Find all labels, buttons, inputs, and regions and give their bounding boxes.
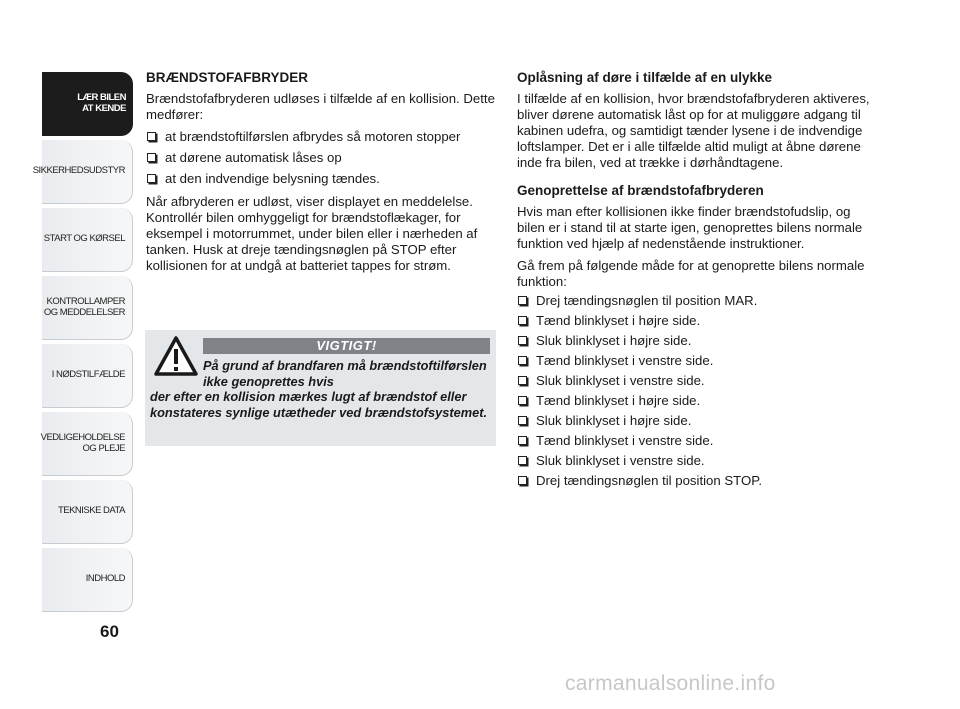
checkbox-bullet-icon <box>518 436 527 445</box>
checkbox-bullet-icon <box>518 316 527 325</box>
list-item: Sluk blinklyset i venstre side. <box>517 373 877 389</box>
tab-vedligeholdelse[interactable]: VEDLIGEHOLDELSE OG PLEJE <box>42 412 133 476</box>
warning-banner: VIGTIGT! <box>203 338 490 354</box>
restore-steps-list <box>517 293 877 489</box>
warning-text: På grund af brandfaren må brændstoftilførslen ikke genoprettes hvis der efter en kollision mærkes lugt af brændstof eller konstateres synlige utætheder ved brændstofsystemet. <box>150 358 488 420</box>
section-heading-genoprettelse: Genoprettelse af brændstofafbryderen <box>517 183 764 198</box>
checkbox-bullet-icon <box>518 476 527 485</box>
checkbox-bullet-icon <box>518 416 527 425</box>
checkbox-bullet-icon <box>518 296 527 305</box>
list-item: at den indvendige belysning tændes. <box>146 171 496 187</box>
tab-start-og-korsel[interactable]: START OG KØRSEL <box>42 208 133 272</box>
tab-laer-bilen-at-kende[interactable]: LÆR BILEN AT KENDE <box>42 72 133 136</box>
list-item: at brændstoftilførslen afbrydes så motoren stopper <box>146 129 496 145</box>
list-item: Tænd blinklyset i højre side. <box>517 393 877 409</box>
right-column <box>517 70 877 496</box>
checkbox-bullet-icon <box>518 396 527 405</box>
tab-sikkerhedsudstyr[interactable]: SIKKERHEDSUDSTYR <box>42 140 133 204</box>
list-item: Tænd blinklyset i højre side. <box>517 313 877 329</box>
checkbox-bullet-icon <box>147 132 156 141</box>
list-item: Drej tændingsnøglen til position STOP. <box>517 473 877 489</box>
checkbox-bullet-icon <box>147 174 156 183</box>
body-paragraph: Gå frem på følgende måde for at genoprette bilens normale funktion: <box>517 258 865 289</box>
checkbox-bullet-icon <box>518 336 527 345</box>
list-item: at dørene automatisk låses op <box>146 150 496 166</box>
tab-i-nodstilfaelde[interactable]: I NØDSTILFÆLDE <box>42 344 133 408</box>
checkbox-bullet-icon <box>518 356 527 365</box>
intro-paragraph: Brændstofafbryderen udløses i tilfælde af en kollision. Dette medfører: <box>146 91 495 122</box>
list-item: Sluk blinklyset i venstre side. <box>517 453 877 469</box>
list-item: Sluk blinklyset i højre side. <box>517 413 877 429</box>
watermark: carmanualsonline.info <box>565 672 776 695</box>
body-paragraph: Når afbryderen er udløst, viser displayet en meddelelse. Kontrollér bilen omhyggeligt for brændstoflækager, for eksempel i motorrummet, under bilen eller i nærheden af tanken. Husk at dreje tændingsnøglen på STOP efter kollisionen for at undgå at batteriet tappes for strøm. <box>146 194 478 273</box>
list-item: Drej tændingsnøglen til position MAR. <box>517 293 877 309</box>
page-number: 60 <box>100 622 119 641</box>
left-column <box>146 70 496 280</box>
checkbox-bullet-icon <box>518 456 527 465</box>
checkbox-bullet-icon <box>147 153 156 162</box>
tab-tekniske-data[interactable]: TEKNISKE DATA <box>42 480 133 544</box>
list-item: Tænd blinklyset i venstre side. <box>517 353 877 369</box>
section-heading-oplasning: Oplåsning af døre i tilfælde af en ulykke <box>517 70 773 85</box>
list-item: Sluk blinklyset i højre side. <box>517 333 877 349</box>
list-item: Tænd blinklyset i venstre side. <box>517 433 877 449</box>
tab-kontrollamper[interactable]: KONTROLLAMPER OG MEDDELELSER <box>42 276 133 340</box>
tab-indhold[interactable]: INDHOLD <box>42 548 133 612</box>
section-heading-braendstofafbryder: BRÆNDSTOFAFBRYDER <box>146 70 309 85</box>
warning-box <box>145 330 496 446</box>
checkbox-bullet-icon <box>518 376 527 385</box>
body-paragraph: Hvis man efter kollisionen ikke finder brændstofudslip, og bilen er i stand til at starte igen, genoprettes bilens normale funktion ved hjælp af nedenstående instruktioner. <box>517 204 863 251</box>
body-paragraph: I tilfælde af en kollision, hvor brændstofafbryderen aktiveres, bliver dørene automatisk låst op for at muliggøre adgang til kabinen udefra, og samtidigt tænder lysene i de indvendige loftslamper. Det er i alle tilfælde altid muligt at åbne dørene inde fra bilen, ved at trække i dørhåndtagene. <box>517 91 870 170</box>
effects-list <box>146 129 496 187</box>
